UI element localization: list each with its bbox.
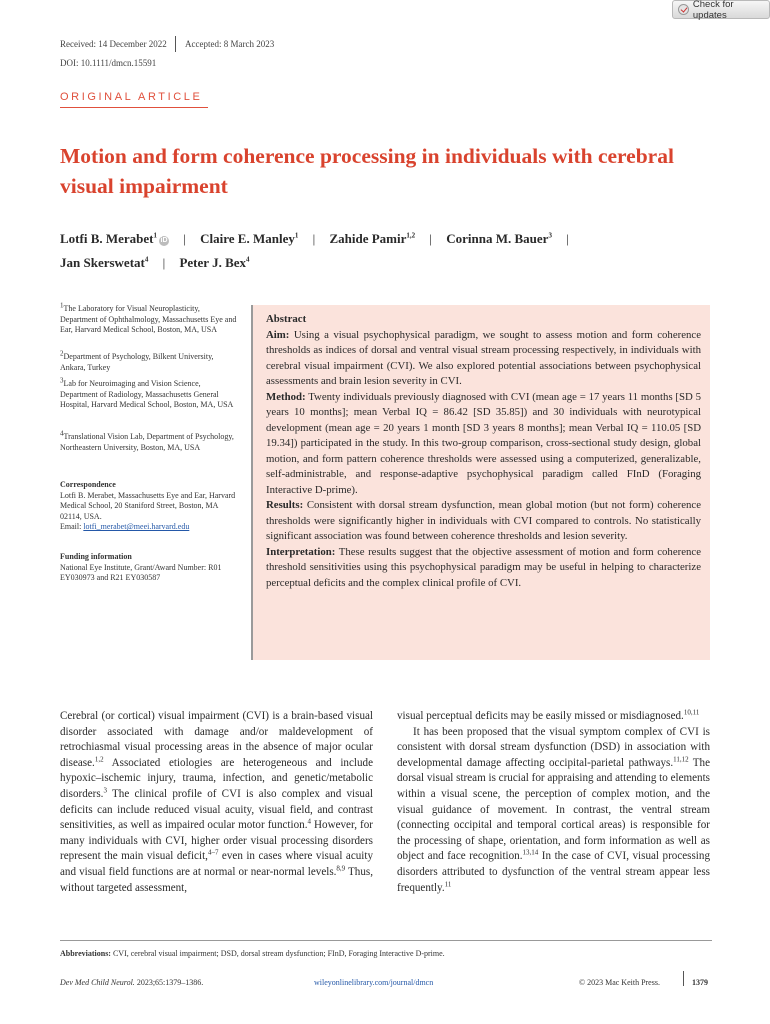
abstract-interpretation: Interpretation: These results suggest that the objective assessment of motion and form coherence threshold sensitivities using this psychophysical paradigm may be useful in helping to characterize perceptual deficits and the complex clinical profile of CVI. <box>266 545 701 589</box>
body-paragraph: Cerebral (or cortical) visual impairment (CVI) is a brain-based visual disorder associated with damage and/or maldevelopment of retrochiasmal visual processing areas in the absence of major ocular disease.$^{1,2}$ Associated etiologies are heterogeneous and include hypoxic–ischemic injury, trauma, infection, and genetic/metabolic disorders.$^3$ The clinical profile of CVI is also complex and visual deficits can include reduced visual acuity, visual field, and contrast sensitivities, as well as impaired ocular motor function.$^4$ However, for many individuals with CVI, higher order visual processing disorders represent the main visual deficit,$^{4-7}$ even in cases where visual acuity and visual field functions are at normal or near-normal levels.$^{8,9}$ Thus, without targeted assessment, <box>60 710 374 894</box>
abstract-results: Results: Consistent with dorsal stream dysfunction, mean global motion (but not form) coherence thresholds were significantly higher in individuals with CVI compared to controls. No statistically significant association was found between coherence thresholds and lesion severity. <box>266 499 701 542</box>
affiliation: $^1$The Laboratory for Visual Neuroplasticity, Department of Ophthalmology, Massachusetts Eye and Ear, Harvard Medical School, Boston, MA, USA <box>60 301 237 335</box>
author-affiliation: 1 <box>294 231 299 240</box>
citation-ref[interactable]: 11 <box>444 879 452 888</box>
footnote-divider <box>60 940 712 941</box>
affiliation: $^2$Department of Psychology, Bilkent University, Ankara, Turkey <box>60 349 214 372</box>
author-name[interactable]: Zahide Pamir <box>329 231 407 246</box>
author-affiliation: 3 <box>548 231 552 240</box>
citation-ref[interactable]: 13,14 <box>522 848 539 857</box>
author-name[interactable]: Peter J. Bex <box>179 255 247 270</box>
author-affiliation: 4 <box>144 255 149 264</box>
citation-ref[interactable]: 11,12 <box>673 755 689 764</box>
author-affiliation: 1 <box>153 231 158 240</box>
author-name[interactable]: Jan Skerswetat <box>60 255 145 270</box>
funding-text: National Eye Institute, Grant/Award Number: R01 EY030973 and R21 EY030587 <box>60 562 222 583</box>
body-column-left <box>60 709 373 896</box>
abstract-heading: Abstract <box>266 313 307 325</box>
article-title: Motion and form coherence processing in individuals with cerebral visual impairment <box>60 144 674 198</box>
citation-ref[interactable]: 1,2 <box>94 755 104 764</box>
citation-ref[interactable]: 4–7 <box>207 848 219 857</box>
author-name[interactable]: Corinna M. Bauer <box>446 231 549 246</box>
journal-url-link[interactable]: wileyonlinelibrary.com/journal/dmcn <box>314 978 434 987</box>
citation-ref[interactable]: 8,9 <box>336 864 346 873</box>
abstract-aim: Aim: Using a visual psychophysical paradigm, we sought to assess motion and form coherence thresholds as indices of dorsal and ventral visual stream processing respectively, in individuals with cerebral visual impairment (CVI). We also explored potential associations between psychophysical assessments and brain lesion severity in CVI. <box>266 328 701 387</box>
funding-information <box>60 552 238 584</box>
footer-divider <box>683 971 684 986</box>
email-link[interactable]: lotfi_merabet@meei.harvard.edu <box>83 522 190 532</box>
correspondence <box>60 480 238 533</box>
page-number: 1379 <box>692 978 708 987</box>
correspondence-heading: Correspondence <box>60 480 116 489</box>
received-date: Received: 14 December 2022 <box>60 39 167 49</box>
correspondence-text: Lotfi B. Merabet, Massachusetts Eye and Ear, Harvard Medical School, 20 Staniford Street, Boston, MA 02114, USA. <box>60 490 236 521</box>
affiliation: $^3$Lab for Neuroimaging and Vision Science, Department of Radiology, Massachusetts General Hospital, Harvard Medical School, Boston, MA, USA <box>60 376 234 410</box>
article-type-underline <box>60 107 208 108</box>
doi: DOI: 10.1111/dmcn.15591 <box>60 58 157 68</box>
date-divider <box>175 36 176 52</box>
author-list-line-2: Jan Skerswetat$^4$ | Peter J. Bex$^4$ <box>60 255 250 270</box>
funding-heading: Funding information <box>60 552 132 561</box>
article-type: ORIGINAL ARTICLE <box>60 91 203 103</box>
body-paragraph: It has been proposed that the visual symptom complex of CVI is consistent with dorsal stream dysfunction (DSD) in association with developmental damage affecting occipital-parietal pathways.$^{11,12}$ The dorsal visual stream is crucial for appraising and attending to elements within a visual scene, the perception of complex motion, and the visual guidance of movement. In contrast, the ventral stream (connecting occipital and temporal cortical areas) is responsible for the processing of shape, orientation, and form information as well as object and face recognition.$^{13,14}$ In the case of CVI, visual processing disorders attributed to dysfunction of the ventral stream appear less frequently.$^{11}$ <box>397 725 710 894</box>
citation-ref[interactable]: 3 <box>103 786 107 795</box>
body-paragraph: visual perceptual deficits may be easily missed or misdiagnosed.$^{10,11}$ <box>397 708 700 722</box>
author-name[interactable]: Lotfi B. Merabet <box>60 231 154 246</box>
abbreviations-footnote: Abbreviations: CVI, cerebral visual impairment; DSD, dorsal stream dysfunction; FInD, Foraging Interactive D-prime. <box>60 949 445 958</box>
citation-ref[interactable]: 4 <box>307 817 311 826</box>
check-updates-icon <box>678 4 689 15</box>
abstract-box <box>251 305 710 660</box>
affiliation: $^4$Translational Vision Lab, Department of Psychology, Northeastern University, Boston, MA, USA <box>60 429 234 452</box>
copyright: © 2023 Mac Keith Press. <box>579 978 660 987</box>
accepted-date: Accepted: 8 March 2023 <box>185 39 275 49</box>
orcid-icon[interactable]: iD <box>160 237 168 244</box>
author-list-line-1: Lotfi B. Merabet$^1$iD | Claire E. Manley$^1$ | Zahide Pamir$^{1,2}$ | Corinna M. Bauer$^3$ | <box>60 231 569 246</box>
journal-citation: Dev Med Child Neurol. 2023;65:1379–1386. <box>60 978 204 987</box>
email-label: Email: <box>60 522 82 532</box>
author-affiliation: 4 <box>246 255 250 264</box>
author-name[interactable]: Claire E. Manley <box>200 231 295 246</box>
check-updates-label: Check for updates <box>692 0 734 21</box>
author-affiliation: 1,2 <box>406 231 416 240</box>
citation-ref[interactable]: 10,11 <box>683 708 700 717</box>
abstract-method: Method: Twenty individuals previously diagnosed with CVI (mean age = 17 years 11 months [SD 5 years 10 months]; mean Verbal IQ = 86.42 [SD 35.85]) and 30 individuals with neurotypical development (mean age = 20 years 1 month [SD 3 years 8 months]; mean Verbal IQ = 110.05 [SD 19.34]) participated in the study. In this two-group comparison, cross-sectional study design, global motion, and form pattern coherence thresholds were assessed using a computerized, generalizable, self-administrable, and response-adaptive psychophysical paradigm called FInD (Foraging Interactive D-prime). <box>266 390 701 496</box>
check-for-updates-button[interactable] <box>672 0 770 19</box>
body-column-right <box>397 709 710 896</box>
